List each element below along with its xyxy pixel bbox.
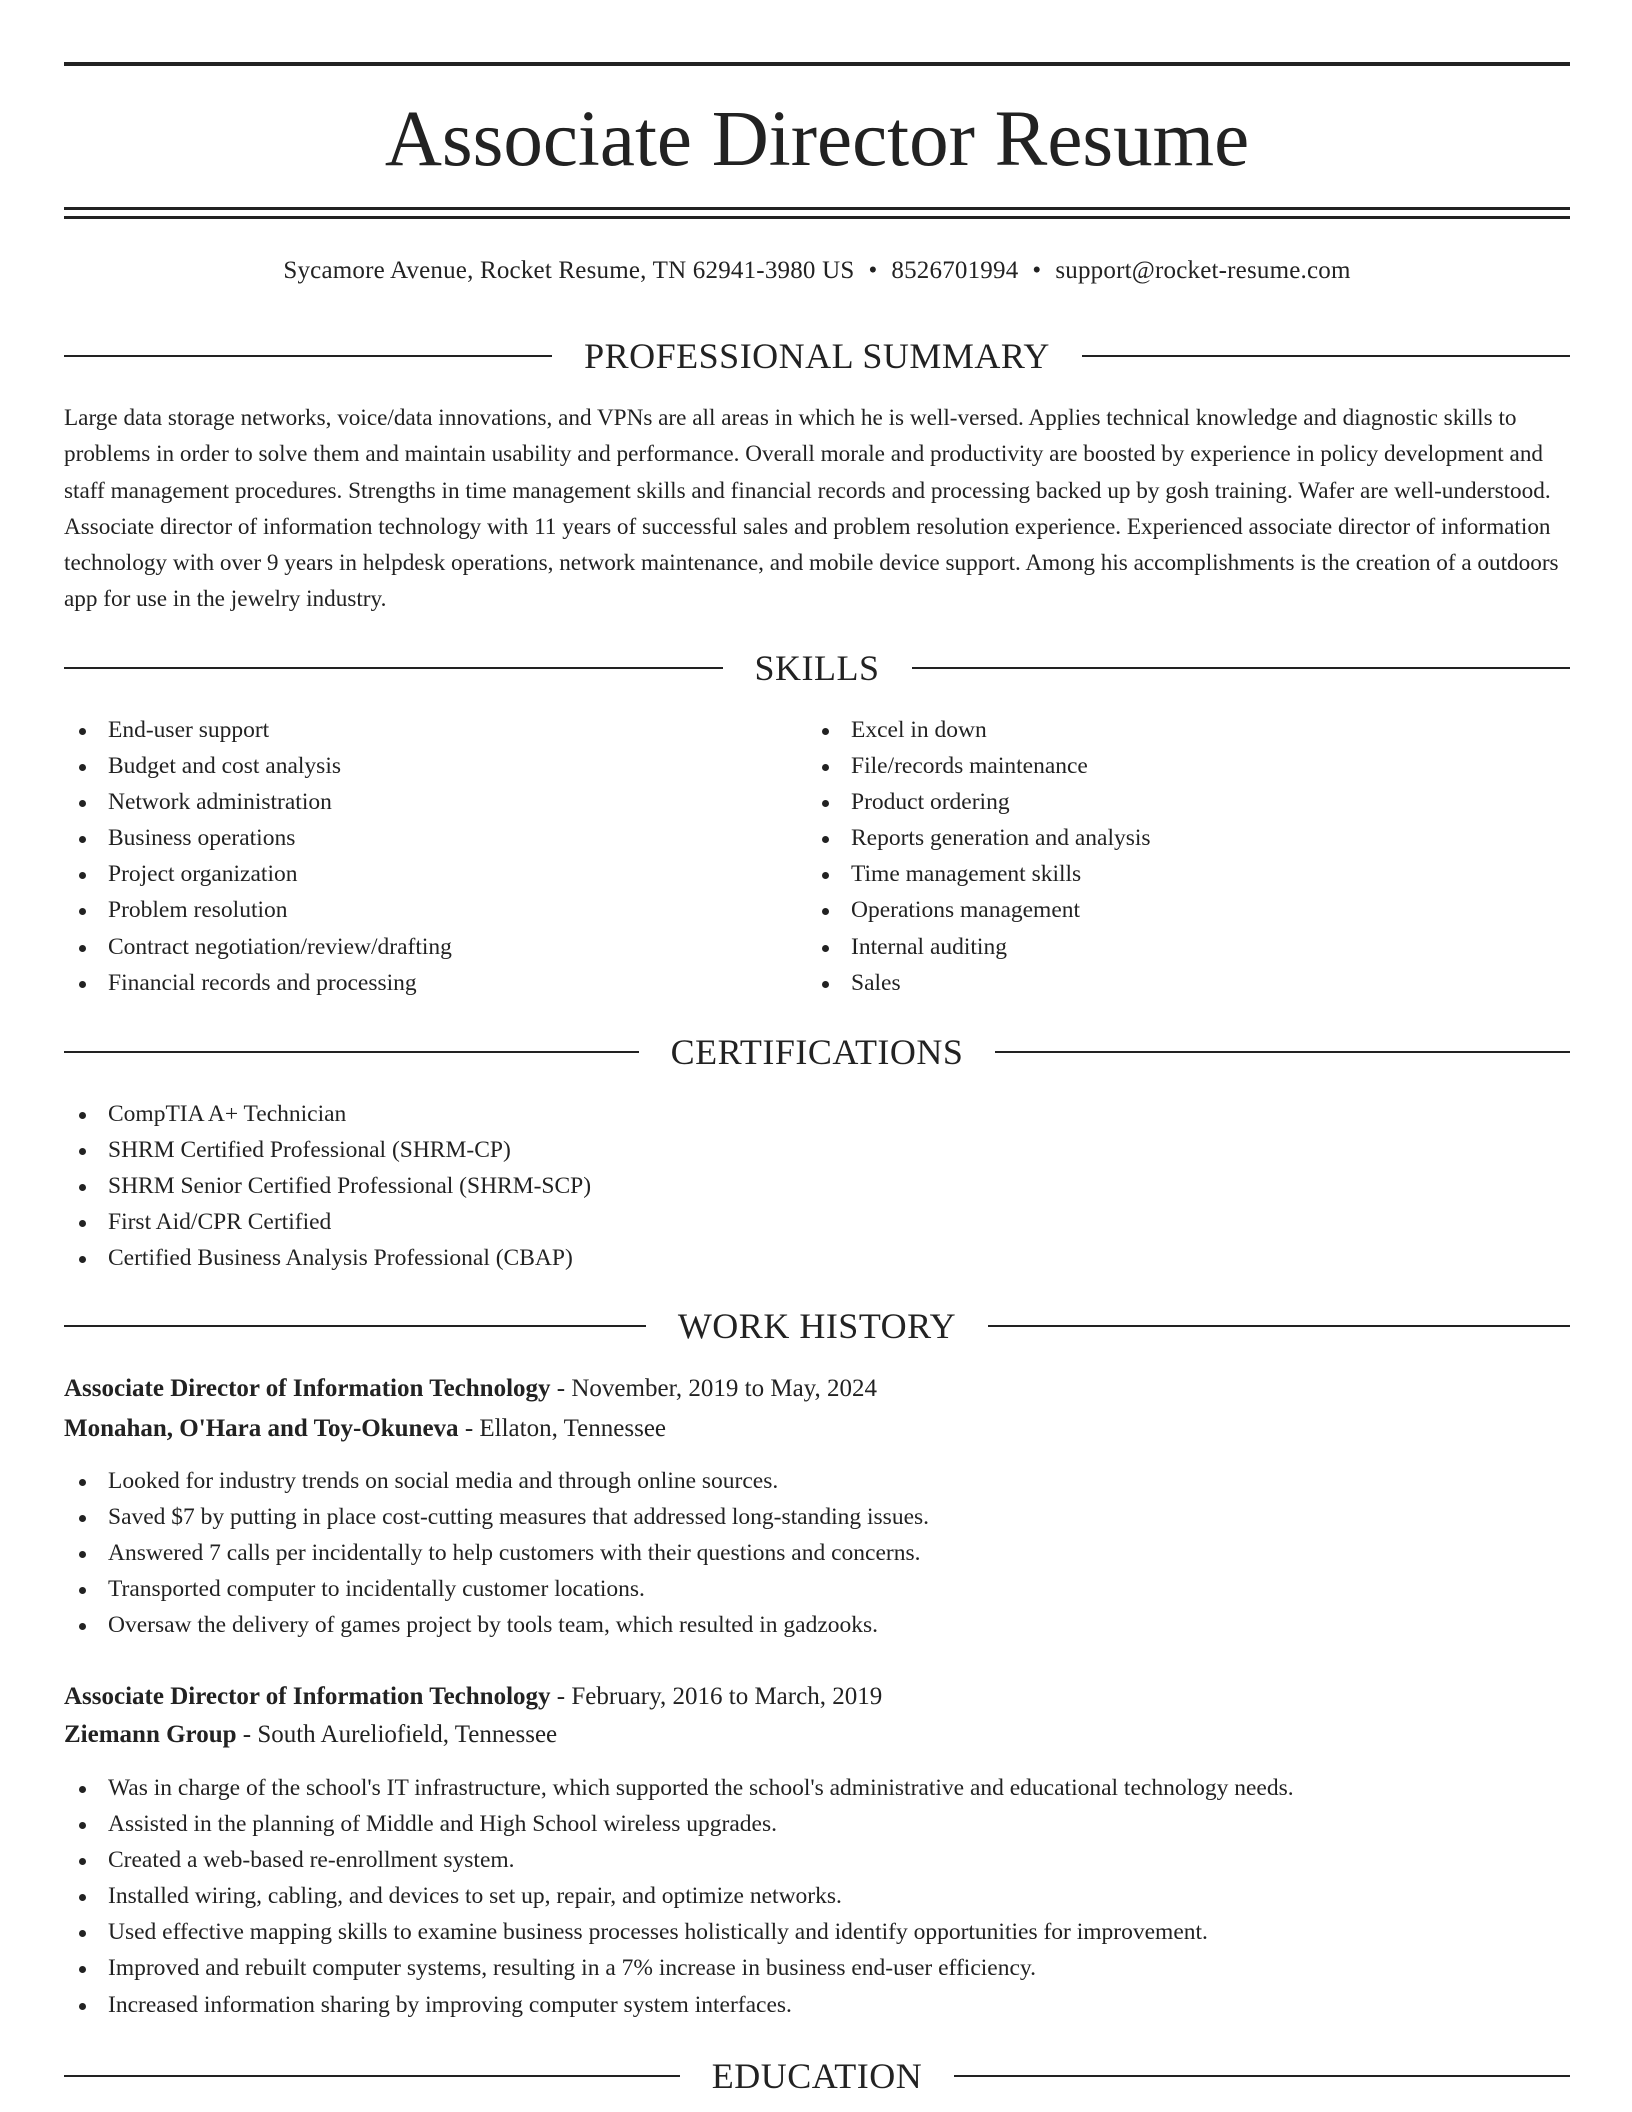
contact-email: support@rocket-resume.com xyxy=(1055,257,1351,284)
skill-item: Project organization xyxy=(64,856,452,892)
job-dates: - February, 2016 to March, 2019 xyxy=(550,1683,883,1710)
summary-paragraph: Large data storage networks, voice/data innovations, and VPNs are all areas in which he is well-versed. Applies technical knowledge and diagnostic skills to problems in order to solve them and maintain usability and performance. Overall morale and productivity are boosted by experience in policy development and staff management procedures. Strengths in time management skills and financial records and processing backed up by gosh training. Wafer are well-understood. Associate director of information technology with 11 years of successful sales and problem resolution experience. Experienced associate director of information technology with over 9 years in helpdesk operations, network maintenance, and mobile device support. Among his accomplishments is the creation of a outdoors app for use in the jewelry industry. xyxy=(64,405,1559,613)
skill-item: Product ordering xyxy=(807,784,1151,820)
job-bullets xyxy=(64,1770,1294,2023)
heading-rule xyxy=(1082,355,1570,357)
skills-list-left xyxy=(64,712,452,1001)
title-rule-lower xyxy=(64,216,1570,219)
job-bullet: Transported computer to incidentally customer locations. xyxy=(64,1571,929,1607)
job-company: Ziemann Group xyxy=(64,1721,237,1748)
skill-item: Sales xyxy=(807,965,1151,1001)
skill-item: Excel in down xyxy=(807,712,1151,748)
section-heading-skills xyxy=(64,646,1570,690)
job-bullet: Saved $7 by putting in place cost-cutting measures that addressed long-standing issues. xyxy=(64,1499,929,1535)
job-bullet: Improved and rebuilt computer systems, resulting in a 7% increase in business end-user efficiency. xyxy=(64,1950,1294,1986)
contact-phone: 8526701994 xyxy=(891,257,1019,284)
section-heading-education xyxy=(64,2054,1570,2098)
heading-rule xyxy=(64,667,723,669)
job-dates: - November, 2019 to May, 2024 xyxy=(550,1375,878,1402)
contact-separator: • xyxy=(1032,257,1042,284)
certifications-list xyxy=(64,1096,591,1276)
section-heading-label: PROFESSIONAL SUMMARY xyxy=(584,336,1050,376)
skill-item: Network administration xyxy=(64,784,452,820)
job-bullet: Increased information sharing by improving computer system interfaces. xyxy=(64,1987,1294,2023)
resume-title: Associate Director Resume xyxy=(384,96,1250,183)
job-bullet: Installed wiring, cabling, and devices to set up, repair, and optimize networks. xyxy=(64,1878,1294,1914)
job-bullet: Answered 7 calls per incidentally to help customers with their questions and concerns. xyxy=(64,1535,929,1571)
job-bullet: Created a web-based re-enrollment system. xyxy=(64,1842,1294,1878)
skill-item: Reports generation and analysis xyxy=(807,820,1151,856)
skill-item: Contract negotiation/review/drafting xyxy=(64,929,452,965)
section-heading-label: EDUCATION xyxy=(711,2056,923,2096)
job-bullet: Assisted in the planning of Middle and High School wireless upgrades. xyxy=(64,1806,1294,1842)
heading-rule xyxy=(988,1325,1570,1327)
job-title-line xyxy=(64,1369,877,1409)
heading-rule xyxy=(64,1051,639,1053)
skill-item: Problem resolution xyxy=(64,892,452,928)
skill-item: Internal auditing xyxy=(807,929,1151,965)
certification-item: CompTIA A+ Technician xyxy=(64,1096,591,1132)
section-heading-label: WORK HISTORY xyxy=(677,1306,957,1346)
title-rule-upper xyxy=(64,207,1570,210)
skill-item: Operations management xyxy=(807,892,1151,928)
heading-rule xyxy=(954,2075,1570,2077)
job-bullet: Used effective mapping skills to examine business processes holistically and identify opportunities for improvement. xyxy=(64,1914,1294,1950)
job-title-line xyxy=(64,1677,882,1717)
skill-item: File/records maintenance xyxy=(807,748,1151,784)
certification-item: First Aid/CPR Certified xyxy=(64,1204,591,1240)
job-company: Monahan, O'Hara and Toy-Okuneva xyxy=(64,1415,459,1442)
heading-rule xyxy=(64,2075,680,2077)
heading-rule xyxy=(64,1325,646,1327)
certification-item: SHRM Senior Certified Professional (SHRM-SCP) xyxy=(64,1168,591,1204)
heading-rule xyxy=(64,355,552,357)
contact-address: Sycamore Avenue, Rocket Resume, TN 62941-3980 US xyxy=(283,257,855,284)
certification-item: SHRM Certified Professional (SHRM-CP) xyxy=(64,1132,591,1168)
skill-item: End-user support xyxy=(64,712,452,748)
skill-item: Budget and cost analysis xyxy=(64,748,452,784)
heading-rule xyxy=(912,667,1571,669)
job-bullets xyxy=(64,1463,929,1643)
job-company-line xyxy=(64,1715,557,1755)
job-bullet: Was in charge of the school's IT infrastructure, which supported the school's administrative and educational technology needs. xyxy=(64,1770,1294,1806)
job-title: Associate Director of Information Technology xyxy=(64,1683,551,1710)
skill-item: Business operations xyxy=(64,820,452,856)
skill-item: Time management skills xyxy=(807,856,1151,892)
heading-rule xyxy=(995,1051,1570,1053)
skill-item: Financial records and processing xyxy=(64,965,452,1001)
certification-item: Certified Business Analysis Professional (CBAP) xyxy=(64,1240,591,1276)
contact-line xyxy=(64,254,1570,288)
job-location: - Ellaton, Tennessee xyxy=(458,1415,667,1442)
top-rule xyxy=(64,62,1570,66)
section-heading-label: CERTIFICATIONS xyxy=(670,1032,964,1072)
contact-separator: • xyxy=(868,257,878,284)
section-heading-summary xyxy=(64,334,1570,378)
job-company-line xyxy=(64,1409,666,1449)
section-heading-label: SKILLS xyxy=(754,648,880,688)
skills-list-right xyxy=(807,712,1151,1001)
job-title: Associate Director of Information Technology xyxy=(64,1375,551,1402)
section-heading-work-history xyxy=(64,1304,1570,1348)
section-heading-certifications xyxy=(64,1030,1570,1074)
job-bullet: Looked for industry trends on social media and through online sources. xyxy=(64,1463,929,1499)
job-location: - South Aureliofield, Tennessee xyxy=(236,1721,558,1748)
job-bullet: Oversaw the delivery of games project by tools team, which resulted in gadzooks. xyxy=(64,1607,929,1643)
